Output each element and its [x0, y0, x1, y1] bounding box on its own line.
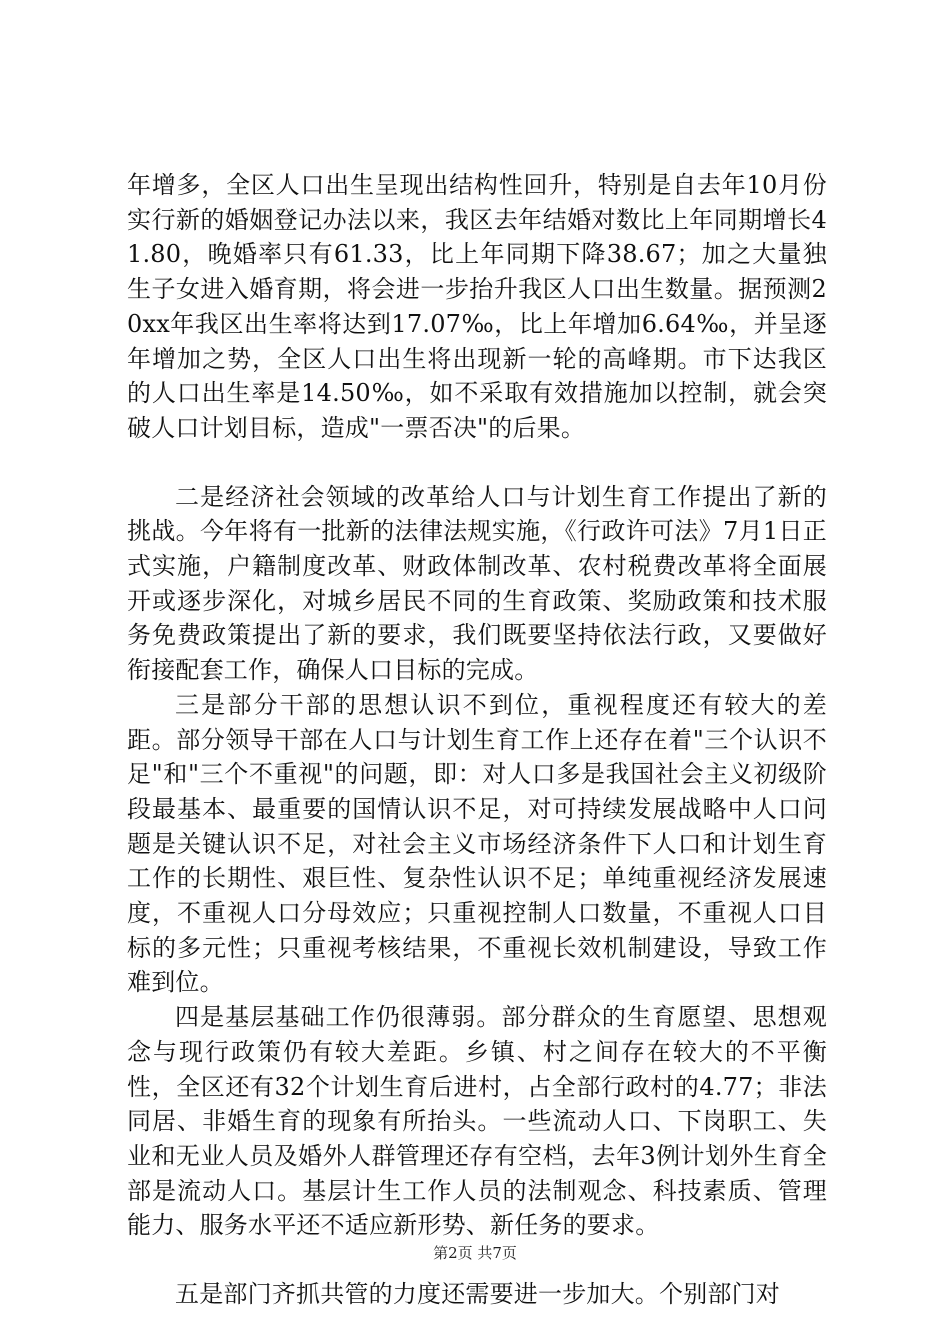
paragraph-population-growth: 年增多，全区人口出生呈现出结构性回升，特别是自去年10月份实行新的婚姻登记办法以来，我区去年结婚对数比上年同期增长41.80，晚婚率只有61.33，比上年同期下降38.67；加之大量独生子女进入婚育期，将会进一步抬升我区人口出生数量。据预测20xx年我区出生率将达到17.07‰，比上年增加6.64‰，并呈逐年增加之势，全区人口出生将出现新一轮的高峰期。市下达我区的人口出生率是14.50‰，如不采取有效措施加以控制，就会突破人口计划目标，造成"一票否决"的后果。 [127, 171, 827, 442]
paragraph-department-coordination: 五是部门齐抓共管的力度还需要进一步加大。个别部门对 [175, 1280, 780, 1309]
page-number-footer: 第2页 共7页 [433, 1244, 517, 1262]
paragraph-reform-challenge: 二是经济社会领域的改革给人口与计划生育工作提出了新的挑战。今年将有一批新的法律法规实施，《行政许可法》7月1日正式实施，户籍制度改革、财政体制改革、农村税费改革将全面展开或逐步深化，对城乡居民不同的生育政策、奖励政策和技术服务免费政策提出了新的要求，我们既要坚持依法行政，又要做好衔接配套工作，确保人口目标的完成。 [127, 482, 827, 685]
document-body [127, 168, 827, 1312]
paragraph-cadre-awareness: 三是部分干部的思想认识不到位，重视程度还有较大的差距。部分领导干部在人口与计划生育工作上还存在着"三个认识不足"和"三个不重视"的问题，即：对人口多是我国社会主义初级阶段最基本、最重要的国情认识不足，对可持续发展战略中人口问题是关键认识不足，对社会主义市场经济条件下人口和计划生育工作的长期性、艰巨性、复杂性认识不足；单纯重视经济发展速度，不重视人口分母效应；只重视控制人口数量，不重视人口目标的多元性；只重视考核结果，不重视长效机制建设，导致工作难到位。 [127, 690, 827, 997]
paragraph-grassroots-work: 四是基层基础工作仍很薄弱。部分群众的生育愿望、思想观念与现行政策仍有较大差距。乡镇、村之间存在较大的不平衡性，全区还有32个计划生育后进村，占全部行政村的4.77；非法同居、非婚生育的现象有所抬头。一些流动人口、下岗职工、失业和无业人员及婚外人群管理还存有空档，去年3例计划外生育全部是流动人口。基层计生工作人员的法制观念、科技素质、管理能力、服务水平还不适应新形势、新任务的要求。 [127, 1003, 827, 1240]
